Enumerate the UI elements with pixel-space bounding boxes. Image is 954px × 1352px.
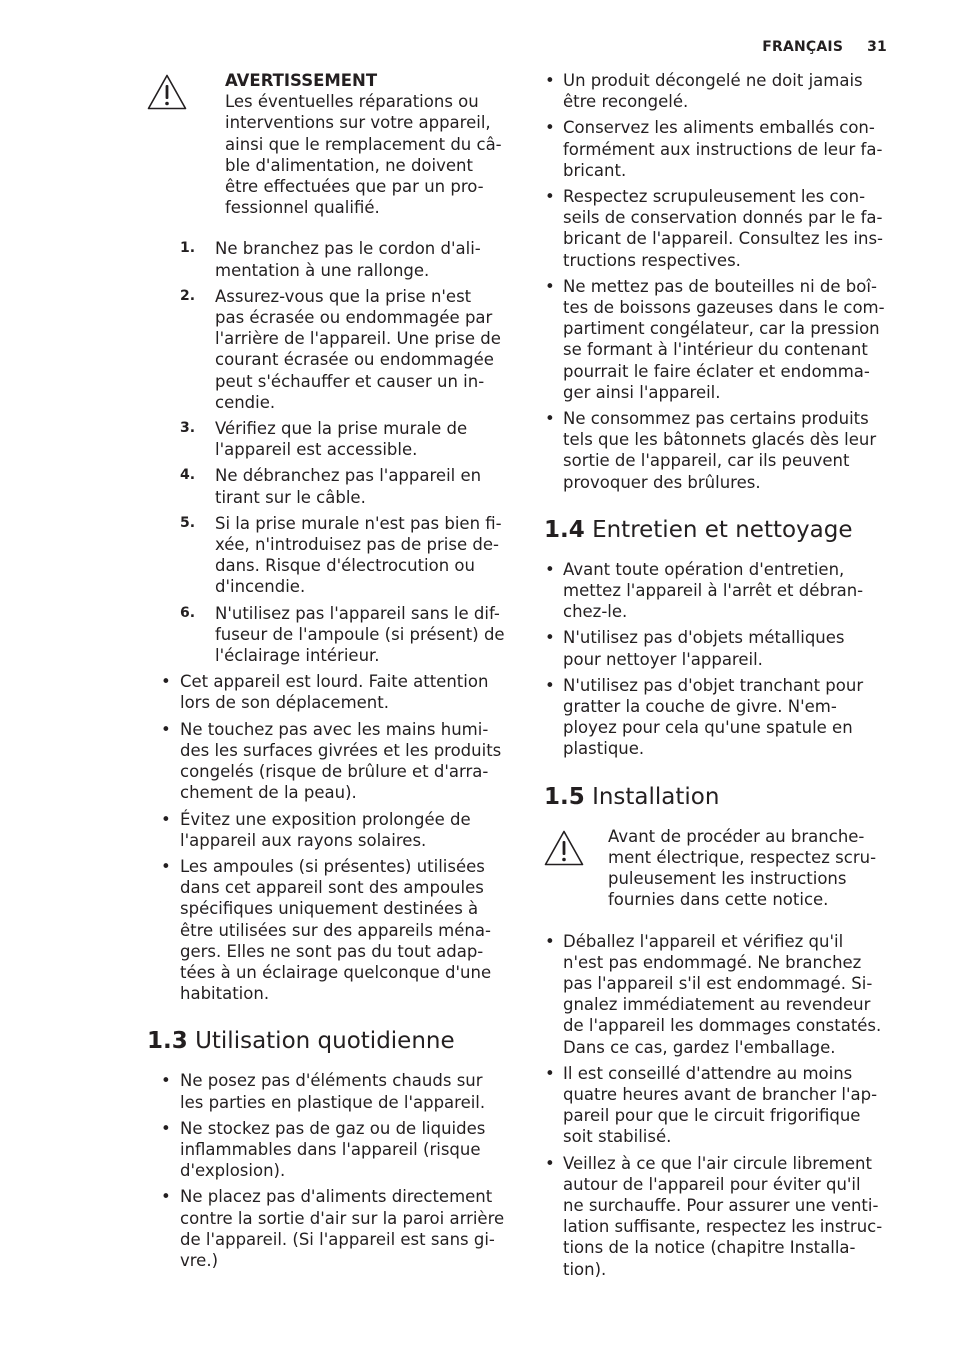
right-column [544,70,900,1285]
text-line: tions de la notice (chapitre Installa- [563,1238,856,1258]
list-item [180,513,517,598]
list-item [544,70,900,112]
list-item [180,603,517,667]
item-text [215,286,517,413]
text-line: chez-le. [563,602,628,622]
text-line: mettez l'appareil à l'arrêt et débran- [563,581,864,601]
page-header [762,38,887,56]
text-line: tées à un éclairage quelconque d'une [180,962,492,982]
section-name: FRANÇAIS [762,39,844,55]
text-line: • Déballez l'appareil et vérifiez qu'il [563,931,844,951]
bullet-list [544,70,900,493]
item-text [563,627,900,669]
warning-text [608,826,900,911]
list-item [147,1070,517,1112]
text-line: dans. Risque d'électrocution ou [215,556,475,576]
bullet-list [147,671,517,1004]
item-text [180,1186,517,1271]
left-column [147,70,517,1276]
text-line: ne surchauffe. Pour assurer une venti- [563,1195,879,1215]
item-text [563,931,900,1058]
text-line: Assurez-vous que la prise n'est [215,286,472,306]
text-line: lors de son déplacement. [180,693,389,713]
text-line: Ne branchez pas le cordon d'ali- [215,239,481,259]
text-line: ainsi que le remplacement du câ- [225,134,502,154]
text-line: • Il est conseillé d'attendre au moins [563,1063,853,1083]
list-item [180,418,517,460]
text-line: partiment congélateur, car la pression [563,319,880,339]
list-item [147,856,517,1004]
text-line: dans cet appareil sont des ampoules [180,878,484,898]
text-line: n'est pas endommagé. Ne branchez [563,952,862,972]
text-line: mentation à une rallonge. [215,260,430,280]
item-number: 3. [180,420,196,437]
text-line: • Ne stockez pas de gaz ou de liquides [180,1118,486,1138]
list-item [544,1153,900,1280]
text-line: des les surfaces givrées et les produits [180,740,502,760]
text-line: d'explosion). [180,1161,286,1181]
text-line: fuseur de l'ampoule (si présent) de [215,624,505,644]
text-line: lation suffisante, respectez les instruc- [563,1217,883,1237]
section-heading-1-4: 1.4 Entretien et nettoyage [544,516,853,543]
item-text [563,559,900,623]
text-line: cendie. [215,392,276,412]
text-line: tion). [563,1259,607,1279]
text-line: • Veillez à ce que l'air circule librement [563,1153,872,1173]
text-line: contre la sortie d'air sur la paroi arrière [180,1208,505,1228]
text-line: d'incendie. [215,577,306,597]
list-item [544,675,900,760]
text-line: tels que les bâtonnets glacés dès leur [563,430,877,450]
list-item [147,809,517,851]
list-item [544,627,900,669]
text-line: ployez pour cela qu'une spatule en [563,718,853,738]
item-text [563,117,900,181]
text-line: Ne débranchez pas l'appareil en [215,466,482,486]
text-line: interventions sur votre appareil, [225,113,491,133]
list-item [147,1186,517,1271]
text-line: pourrait le faire éclater et endomma- [563,361,870,381]
text-line: ment électrique, respectez scru- [608,847,877,867]
bullet-list [544,559,900,760]
text-line: • N'utilisez pas d'objets métalliques [563,628,845,648]
text-line: être effectuées que par un pro- [225,177,484,197]
text-line: peut s'échauffer et causer un in- [215,371,485,391]
item-number: 4. [180,467,196,484]
text-line: seils de conservation donnés par le fa- [563,208,883,228]
text-line: • Ne placez pas d'aliments directement [180,1187,493,1207]
text-line: l'arrière de l'appareil. Une prise de [215,329,501,349]
item-number: 2. [180,287,196,304]
list-item [147,1118,517,1182]
item-text [563,1153,900,1280]
text-line: l'appareil est accessible. [215,440,418,460]
item-text [180,856,517,1004]
text-line: tructions respectives. [563,250,741,270]
text-line: • N'utilisez pas d'objet tranchant pour [563,675,864,695]
text-line: l'appareil aux rayons solaires. [180,830,427,850]
list-item [544,276,900,403]
warning-text [225,91,517,218]
text-line: xée, n'introduisez pas de prise de- [215,535,499,555]
text-line: vre.) [180,1250,219,1270]
item-number: 1. [180,240,196,257]
item-text [180,719,517,804]
text-line: habitation. [180,984,270,1004]
item-text [563,1063,900,1148]
section-heading-1-3: 1.3 Utilisation quotidienne [147,1028,455,1055]
text-line: l'éclairage intérieur. [215,646,380,666]
installation-warning [544,826,900,911]
text-line: bricant de l'appareil. Consultez les ins- [563,229,883,249]
item-text [215,238,517,280]
list-item [180,465,517,507]
text-line: ger ainsi l'appareil. [563,382,721,402]
item-text [180,1118,517,1182]
text-line: fessionnel qualifié. [225,198,380,218]
text-line: gratter la couche de givre. N'em- [563,697,837,717]
section-heading-1-5: 1.5 Installation [544,783,720,810]
text-line: être utilisées sur des appareils ména- [180,920,491,940]
text-line: les parties en plastique de l'appareil. [180,1092,486,1112]
item-text [215,513,517,598]
text-line: ble d'alimentation, ne doivent [225,155,473,175]
list-item [544,117,900,181]
text-line: • Ne touchez pas avec les mains humi- [180,719,489,739]
bullet-list [147,1070,517,1271]
item-text [563,186,900,271]
list-item [180,286,517,413]
item-text [215,418,517,460]
item-text [215,603,517,667]
text-line: sortie de l'appareil, car ils peuvent [563,451,850,471]
text-line: pas l'appareil s'il est endommagé. Si- [563,973,873,993]
text-line: Si la prise murale n'est pas bien fi- [215,513,502,533]
item-number: 5. [180,514,196,531]
text-line: • Ne consommez pas certains produits [563,409,869,429]
list-item [147,719,517,804]
text-line: • Ne posez pas d'éléments chauds sur [180,1071,483,1091]
text-line: • Conservez les aliments emballés con- [563,118,875,138]
text-line: congelés (risque de brûlure et d'arra- [180,762,489,782]
text-line: pareil pour que le circuit frigorifique [563,1106,861,1126]
text-line: Avant de procéder au branche- [608,826,865,846]
warning-icon [147,74,187,110]
text-line: chement de la peau). [180,783,357,803]
numbered-list [147,238,517,666]
text-line: • Respectez scrupuleusement les con- [563,187,866,207]
list-item [544,559,900,623]
text-line: puleusement les instructions [608,869,847,889]
warning-title: AVERTISSEMENT [225,71,378,90]
text-line: spécifiques uniquement destinées à [180,899,479,919]
text-line: provoquer des brûlures. [563,472,761,492]
text-line: être recongelé. [563,92,689,112]
text-line: de l'appareil les dommages constatés. [563,1016,882,1036]
text-line: Dans ce cas, gardez l'emballage. [563,1037,836,1057]
list-item [544,186,900,271]
text-line: tirant sur le câble. [215,487,366,507]
text-line: Les éventuelles réparations ou [225,92,479,112]
text-line: tes de boissons gazeuses dans le com- [563,298,885,318]
item-text [563,675,900,760]
text-line: gers. Elles ne sont pas du tout adap- [180,941,484,961]
text-line: pas écrasée ou endommagée par [215,308,493,328]
text-line: Vérifiez que la prise murale de [215,419,468,439]
warning-icon [544,830,584,866]
warning-block [147,70,517,218]
text-line: • Les ampoules (si présentes) utilisées [180,856,485,876]
text-line: • Un produit décongelé ne doit jamais [563,71,863,90]
item-number: 6. [180,604,196,621]
text-line: quatre heures avant de brancher l'ap- [563,1084,878,1104]
list-item [180,238,517,280]
text-line: fournies dans cette notice. [608,890,829,910]
bullet-list [544,931,900,1280]
item-text [563,70,900,112]
text-line: soit stabilisé. [563,1127,672,1147]
text-line: • Évitez une exposition prolongée de [180,809,471,829]
text-line: se formant à l'intérieur du contenant [563,340,868,360]
item-text [180,1070,517,1112]
text-line: • Cet appareil est lourd. Faite attention [180,672,489,692]
list-item [147,671,517,713]
list-item [544,931,900,1058]
item-text [180,671,517,713]
text-line: de l'appareil. (Si l'appareil est sans gi- [180,1229,495,1249]
text-line: • Ne mettez pas de bouteilles ni de boî- [563,276,877,296]
page-number: 31 [867,39,887,55]
text-line: plastique. [563,739,645,759]
text-line: autour de l'appareil pour éviter qu'il [563,1174,861,1194]
list-item [544,408,900,493]
item-text [215,465,517,507]
text-line: N'utilisez pas l'appareil sans le dif- [215,603,500,623]
item-text [563,408,900,493]
list-item [544,1063,900,1148]
text-line: bricant. [563,160,627,180]
text-line: • Avant toute opération d'entretien, [563,559,845,579]
text-line: courant écrasée ou endommagée [215,350,494,370]
text-line: formément aux instructions de leur fa- [563,139,883,159]
text-line: gnalez immédiatement au revendeur [563,995,871,1015]
text-line: inflammables dans l'appareil (risque [180,1139,481,1159]
text-line: pour nettoyer l'appareil. [563,649,763,669]
item-text [180,809,517,851]
item-text [563,276,900,403]
